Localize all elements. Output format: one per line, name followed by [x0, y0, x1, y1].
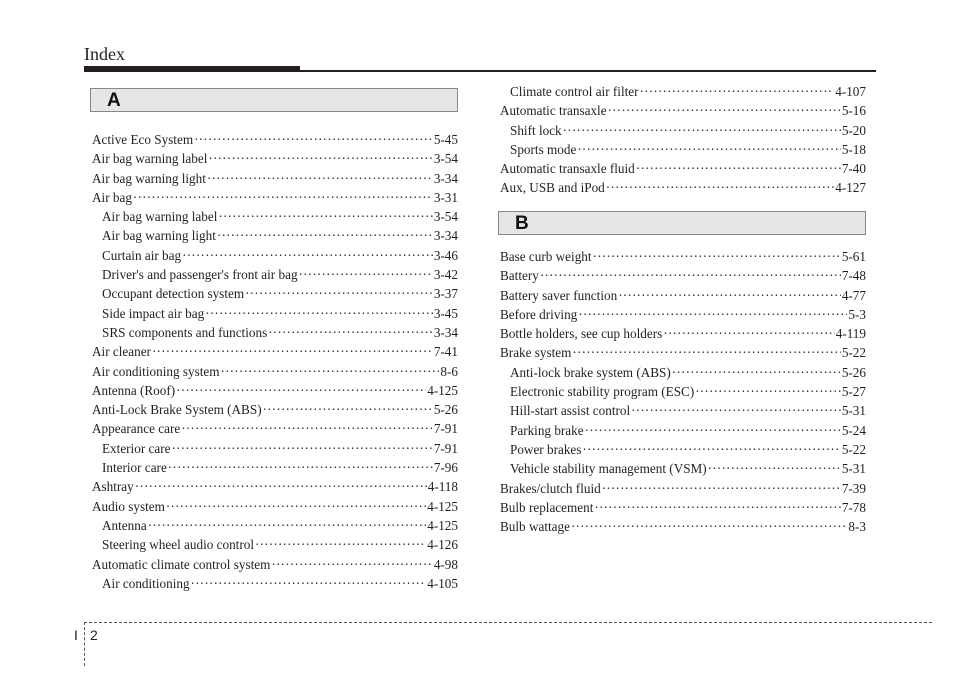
- entry-page: 7-48: [841, 268, 866, 284]
- dot-leader: [708, 459, 841, 478]
- index-entry: [500, 140, 866, 159]
- entry-term: Air conditioning: [102, 575, 190, 591]
- entry-page: 5-16: [841, 103, 866, 119]
- entry-page: 5-24: [841, 422, 866, 438]
- index-entry: [92, 284, 458, 303]
- dot-leader: [606, 178, 834, 197]
- section-letter: A: [107, 90, 121, 111]
- entry-term: Anti-Lock Brake System (ABS): [92, 402, 262, 418]
- entry-page: 5-27: [841, 384, 866, 400]
- index-entry: [500, 382, 866, 401]
- dot-leader: [171, 439, 432, 458]
- index-entry: [92, 207, 458, 226]
- index-entry: [500, 459, 866, 478]
- dot-leader: [168, 458, 433, 477]
- dot-leader: [672, 363, 841, 382]
- dot-leader: [148, 516, 427, 535]
- index-entry: [92, 516, 458, 535]
- dot-leader: [245, 284, 433, 303]
- dot-leader: [268, 323, 433, 342]
- entry-term: Electronic stability program (ESC): [510, 384, 695, 400]
- index-entry: [500, 247, 866, 266]
- page-title: Index: [84, 44, 125, 64]
- dot-leader: [218, 207, 432, 226]
- dot-leader: [608, 101, 841, 120]
- index-entry: [500, 498, 866, 517]
- dot-leader: [618, 286, 841, 305]
- entry-page: 5-3: [848, 306, 866, 322]
- entry-page: 4-127: [835, 180, 866, 196]
- index-entry: [92, 458, 458, 477]
- entry-term: Driver's and passenger's front air bag: [102, 267, 298, 283]
- entry-term: Vehicle stability management (VSM): [510, 461, 707, 477]
- entry-page: 5-18: [841, 141, 866, 157]
- index-entry: [92, 342, 458, 361]
- section-header-b: [498, 211, 866, 235]
- entry-term: Exterior care: [102, 440, 171, 456]
- index-entry: [500, 159, 866, 178]
- index-entry: [92, 362, 458, 381]
- index-entry: [92, 497, 458, 516]
- index-entry: [92, 574, 458, 593]
- entry-term: Occupant detection system: [102, 286, 245, 302]
- dot-leader: [208, 149, 432, 168]
- index-entry: [92, 419, 458, 438]
- dot-leader: [191, 574, 427, 593]
- index-entry: [500, 121, 866, 140]
- entry-page: 3-34: [433, 324, 458, 340]
- header-rule: [300, 70, 876, 72]
- entry-page: 5-31: [841, 403, 866, 419]
- index-entry: [500, 363, 866, 382]
- entry-page: 3-34: [433, 228, 458, 244]
- entry-term: Ashtray: [92, 479, 134, 495]
- entry-term: Aux, USB and iPod: [500, 180, 605, 196]
- entry-page: 5-61: [841, 249, 866, 264]
- entry-term: Air bag warning label: [92, 151, 208, 167]
- entry-term: Curtain air bag: [102, 247, 182, 263]
- entry-page: 4-126: [427, 537, 458, 553]
- section-header-a: [90, 88, 458, 112]
- index-entry: [500, 343, 866, 362]
- entry-term: Climate control air filter: [510, 84, 639, 99]
- entry-page: 3-42: [433, 267, 458, 283]
- entry-term: Hill-start assist control: [510, 403, 631, 419]
- entry-page: 7-78: [841, 499, 866, 515]
- entry-page: 3-45: [433, 305, 458, 321]
- index-entry: [92, 226, 458, 245]
- dot-leader: [585, 421, 841, 440]
- entry-term: Bottle holders, see cup holders: [500, 326, 663, 342]
- entry-page: 3-46: [433, 247, 458, 263]
- entry-page: 4-125: [427, 382, 458, 398]
- entry-term: Air bag warning label: [102, 209, 218, 225]
- index-entry: [500, 305, 866, 324]
- entry-page: 3-34: [433, 170, 458, 186]
- section-letter: B: [515, 213, 529, 234]
- index-entry: [92, 130, 458, 149]
- entry-page: 4-125: [427, 517, 458, 533]
- dot-leader: [152, 342, 433, 361]
- entry-term: Audio system: [92, 498, 165, 514]
- entry-term: Appearance care: [92, 421, 181, 437]
- dot-leader: [695, 382, 841, 401]
- entry-page: 3-37: [433, 286, 458, 302]
- entry-term: Power brakes: [510, 441, 582, 457]
- index-entry: [500, 178, 866, 197]
- entry-term: Battery: [500, 268, 539, 284]
- entry-term: Anti-lock brake system (ABS): [510, 364, 671, 380]
- index-entry: [500, 286, 866, 305]
- footer-rule: [84, 622, 932, 623]
- index-entry: [92, 246, 458, 265]
- dot-leader: [636, 159, 841, 178]
- entry-term: SRS components and functions: [102, 324, 268, 340]
- index-entry: [92, 304, 458, 323]
- entry-term: Bulb wattage: [500, 519, 570, 535]
- index-entry: [92, 535, 458, 554]
- dot-leader: [572, 343, 840, 362]
- dot-leader: [194, 130, 433, 149]
- dot-leader: [263, 400, 433, 419]
- index-entry: [500, 101, 866, 120]
- dot-leader: [166, 497, 426, 516]
- index-entry: [92, 381, 458, 400]
- entry-page: 7-40: [841, 161, 866, 177]
- entry-term: Antenna (Roof): [92, 382, 176, 398]
- dot-leader: [205, 304, 433, 323]
- footer-section: I: [74, 627, 78, 643]
- index-entry: [500, 266, 866, 285]
- index-entry: [92, 555, 458, 574]
- entry-term: Air conditioning system: [92, 363, 220, 379]
- dot-leader: [602, 479, 841, 498]
- entry-term: Side impact air bag: [102, 305, 205, 321]
- index-column-right-b: [500, 247, 866, 536]
- dot-leader: [207, 169, 433, 188]
- entry-term: Air cleaner: [92, 344, 151, 360]
- entry-page: 3-54: [433, 151, 458, 167]
- dot-leader: [176, 381, 426, 400]
- dot-leader: [271, 555, 432, 574]
- entry-term: Antenna: [102, 517, 147, 533]
- entry-term: Active Eco System: [92, 132, 194, 147]
- dot-leader: [299, 265, 433, 284]
- page-number: 2: [90, 627, 98, 643]
- dot-leader: [663, 324, 834, 343]
- entry-page: 7-91: [433, 421, 458, 437]
- dot-leader: [255, 535, 426, 554]
- dot-leader: [181, 419, 433, 438]
- entry-page: 4-118: [427, 479, 458, 495]
- dot-leader: [220, 362, 439, 381]
- index-entry: [92, 477, 458, 496]
- dot-leader: [540, 266, 841, 285]
- dot-leader: [593, 247, 841, 266]
- dot-leader: [582, 440, 840, 459]
- entry-page: 4-77: [841, 287, 866, 303]
- footer-divider: [84, 622, 85, 666]
- index-entry: [500, 324, 866, 343]
- entry-page: 7-39: [841, 480, 866, 496]
- entry-term: Air bag warning light: [92, 170, 206, 186]
- dot-leader: [563, 121, 841, 140]
- header-bar: [84, 66, 300, 72]
- dot-leader: [578, 305, 847, 324]
- entry-term: Steering wheel audio control: [102, 537, 254, 553]
- index-entry: [92, 169, 458, 188]
- entry-page: 5-31: [841, 461, 866, 477]
- entry-page: 4-98: [433, 556, 458, 572]
- entry-page: 7-91: [433, 440, 458, 456]
- dot-leader: [217, 226, 433, 245]
- entry-page: 4-105: [427, 575, 458, 591]
- entry-term: Automatic transaxle: [500, 103, 607, 119]
- index-column-right-a: [500, 82, 866, 198]
- entry-page: 5-22: [841, 345, 866, 361]
- index-entry: [500, 82, 866, 101]
- dot-leader: [631, 401, 841, 420]
- entry-term: Parking brake: [510, 422, 584, 438]
- entry-term: Bulb replacement: [500, 499, 594, 515]
- entry-term: Base curb weight: [500, 249, 592, 264]
- entry-page: 5-26: [841, 364, 866, 380]
- entry-page: 4-125: [427, 498, 458, 514]
- index-entry: [500, 440, 866, 459]
- entry-term: Shift lock: [510, 122, 562, 138]
- entry-term: Air bag: [92, 189, 132, 205]
- entry-term: Before driving: [500, 306, 578, 322]
- index-entry: [92, 265, 458, 284]
- entry-page: 7-41: [433, 344, 458, 360]
- dot-leader: [135, 477, 427, 496]
- entry-page: 7-96: [433, 460, 458, 476]
- entry-term: Sports mode: [510, 141, 577, 157]
- entry-term: Air bag warning light: [102, 228, 216, 244]
- index-entry: [500, 401, 866, 420]
- entry-page: 5-22: [841, 441, 866, 457]
- index-entry: [92, 323, 458, 342]
- entry-page: 3-31: [433, 189, 458, 205]
- entry-term: Automatic climate control system: [92, 556, 271, 572]
- dot-leader: [577, 140, 841, 159]
- entry-page: 4-107: [835, 84, 866, 99]
- entry-term: Battery saver function: [500, 287, 618, 303]
- entry-page: 5-20: [841, 122, 866, 138]
- index-entry: [92, 439, 458, 458]
- dot-leader: [594, 498, 840, 517]
- entry-term: Brakes/clutch fluid: [500, 480, 601, 496]
- entry-term: Interior care: [102, 460, 167, 476]
- entry-page: 8-6: [440, 363, 458, 379]
- entry-page: 5-26: [433, 402, 458, 418]
- entry-page: 5-45: [433, 132, 458, 147]
- dot-leader: [133, 188, 433, 207]
- index-entry: [92, 188, 458, 207]
- dot-leader: [571, 517, 847, 536]
- index-entry: [500, 479, 866, 498]
- entry-term: Automatic transaxle fluid: [500, 161, 635, 177]
- entry-page: 3-54: [433, 209, 458, 225]
- entry-page: 8-3: [848, 519, 866, 535]
- dot-leader: [640, 82, 835, 101]
- index-entry: [500, 517, 866, 536]
- index-column-left: [92, 130, 458, 593]
- entry-term: Brake system: [500, 345, 572, 361]
- dot-leader: [182, 246, 433, 265]
- entry-page: 4-119: [835, 326, 866, 342]
- index-entry: [500, 421, 866, 440]
- index-entry: [92, 149, 458, 168]
- index-entry: [92, 400, 458, 419]
